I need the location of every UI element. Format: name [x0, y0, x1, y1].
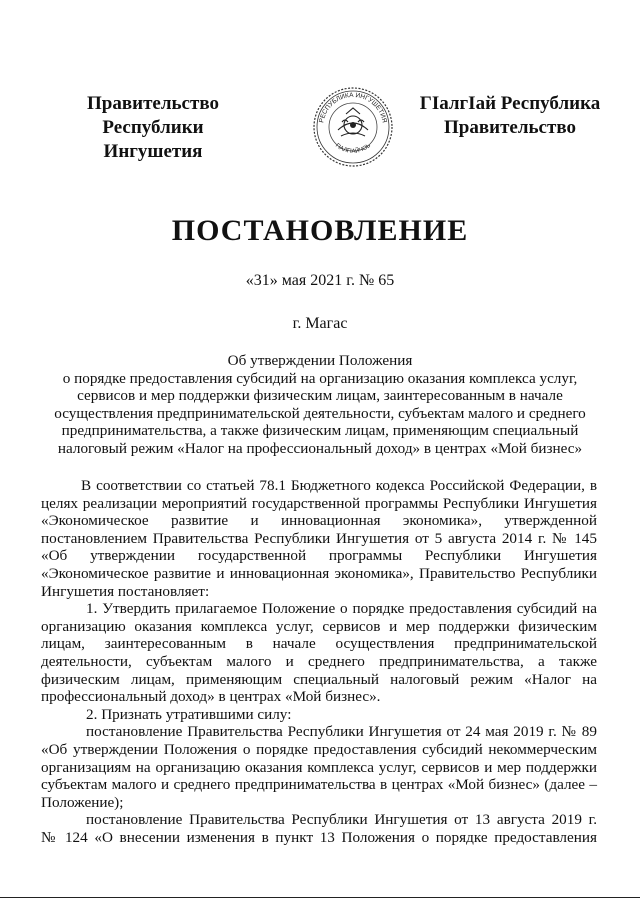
body-line: Ингушетия постановляет: [41, 582, 210, 600]
body-line: субъектам малого и среднего предпринимательства в центрах «Мой бизнес» (далее – [41, 776, 597, 794]
header-right [398, 92, 622, 140]
document-date-number: «31» мая 2021 г. № 65 [245, 272, 395, 289]
body-line: 2. Признать утратившими силу: [86, 705, 292, 723]
document-city: г. Магас [292, 315, 348, 332]
subject-line: налоговый режим «Налог на профессиональный доход» в центрах «Мой бизнес» [57, 439, 583, 457]
header-left-line1: Правительство Республики [87, 93, 219, 138]
document-subject [40, 352, 600, 458]
header-left [48, 92, 258, 164]
subject-line: осуществления предпринимательской деятельности, субъектам малого и среднего [54, 404, 586, 422]
document-body [41, 477, 597, 846]
subject-line: предпринимательства, а также физическим лицам, применяющим специальный [61, 422, 579, 440]
page-bottom-rule [0, 897, 640, 898]
emblem-bottom-text: ГIАЛГIАЙЧОЬ [333, 142, 373, 155]
body-line: организациям на организацию оказания комплекса услуг, сервисов и мер поддержки [41, 758, 597, 776]
header-right-line1: ГIалгIай Республика [419, 93, 601, 114]
body-line: постановление Правительства Республики Ингушетия от 13 августа 2019 г. [86, 811, 597, 829]
body-line: постановление Правительства Республики Ингушетия от 24 мая 2019 г. № 89 [86, 723, 597, 741]
subject-line: о порядке предоставления субсидий на организацию оказания комплекса услуг, [62, 369, 578, 387]
coat-of-arms-icon [312, 86, 394, 168]
body-line: «Об утверждении государственной программы Республики Ингушетия [41, 547, 597, 565]
body-line: лицам, заинтересованным в начале осуществления предпринимательской [41, 635, 597, 653]
body-line: «Об утверждении Положения о порядке предоставления субсидий некоммерческим [41, 740, 597, 758]
body-line: деятельности, субъектам малого и среднего предпринимательства, а также [41, 652, 597, 670]
body-line: 1. Утвердить прилагаемое Положение о порядке предоставления субсидий на [86, 600, 597, 618]
body-line: физическим лицам, применяющим специальный налоговый режим «Налог на [41, 670, 597, 688]
document-title: ПОСТАНОВЛЕНИЕ [171, 214, 469, 247]
body-line: «Экономическое развитие и инновационная экономика», утвержденной [41, 512, 597, 530]
header-right-line2: Правительство [444, 117, 576, 138]
body-line: профессиональный доход» в центрах «Мой бизнес». [41, 688, 381, 706]
body-line: № 124 «О внесении изменения в пункт 13 Положения о порядке предоставления [41, 828, 597, 846]
subject-line: сервисов и мер поддержки физическим лицам, заинтересованным в начале [77, 387, 563, 405]
body-line: постановлением Правительства Республики Ингушетия от 5 августа 2014 г. № 145 [41, 529, 597, 547]
body-line: Положение); [41, 793, 124, 811]
header-left-line2: Ингушетия [103, 141, 203, 162]
svg-text:ГIАЛГIАЙЧОЬ [334, 143, 372, 155]
body-line: организацию оказания комплекса услуг, сервисов и мер поддержки физическим [41, 617, 597, 635]
body-line: целях реализации мероприятий государственной программы Республики Ингушетия [41, 494, 597, 512]
body-line: «Экономическое развитие и инновационная экономика», Правительство Республики [41, 564, 597, 582]
body-line: В соответствии со статьей 78.1 Бюджетного кодекса Российской Федерации, в [81, 477, 597, 494]
subject-line: Об утверждении Положения [227, 352, 413, 369]
emblem-top-text: РЕСПУБЛИКА ИНГУШЕТИЯ [318, 91, 388, 124]
